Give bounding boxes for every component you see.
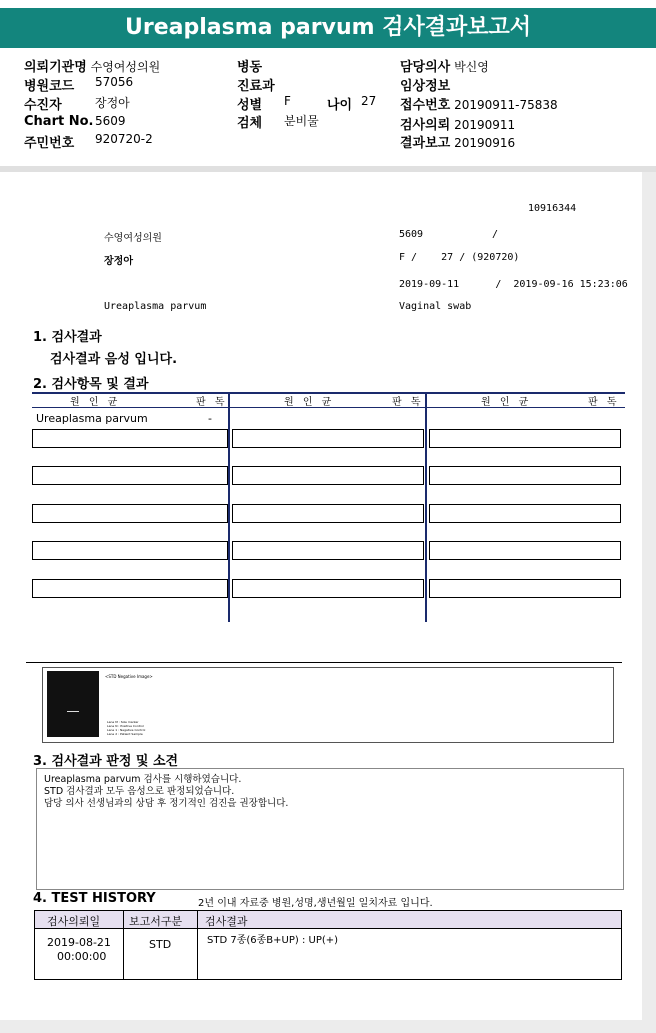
result-cell bbox=[232, 504, 424, 523]
label: 병동 bbox=[237, 60, 263, 75]
history-time: 00:00:00 bbox=[57, 950, 107, 963]
value: 20190911-75838 bbox=[454, 98, 558, 112]
image-separator bbox=[26, 662, 622, 663]
result-cell bbox=[32, 579, 228, 598]
value: 수영여성의원 bbox=[90, 60, 161, 74]
result-cell bbox=[429, 579, 621, 598]
section-1-text: 검사결과 음성 입니다. bbox=[50, 352, 178, 367]
value: 장정아 bbox=[95, 96, 130, 110]
value: 27 bbox=[361, 94, 377, 108]
chart-no-row bbox=[24, 114, 126, 129]
report-hospital: 수영여성의원 bbox=[104, 233, 162, 244]
section-2-title: 2. 검사항목 및 결과 bbox=[33, 377, 149, 392]
result-cell bbox=[32, 429, 228, 448]
gel-band bbox=[67, 711, 79, 712]
opinion-line: 담당 의사 선생님과의 상담 후 정기적인 검진을 권장합니다. bbox=[44, 798, 289, 809]
opinion-line: Ureaplasma parvum 검사를 시행하였습니다. bbox=[44, 774, 242, 785]
value: 박신영 bbox=[454, 60, 489, 74]
section-4-title: 4. TEST HISTORY bbox=[33, 891, 156, 906]
label: 임상정보 bbox=[400, 79, 451, 94]
gel-caption: <STD Negative Image> bbox=[105, 674, 153, 679]
value: 5609 bbox=[95, 114, 126, 128]
col-result: 판 독 bbox=[588, 397, 620, 408]
result-cell bbox=[429, 541, 621, 560]
col-result: 판 독 bbox=[196, 397, 228, 408]
gel-image bbox=[47, 671, 99, 737]
label: 성별 bbox=[237, 98, 263, 113]
section-3-title: 3. 검사결과 판정 및 소견 bbox=[33, 754, 179, 769]
report-specimen: Vaginal swab bbox=[399, 301, 472, 312]
history-table bbox=[34, 910, 622, 980]
value: 57056 bbox=[95, 75, 134, 89]
pathogen-name: Ureaplasma parvum bbox=[36, 412, 148, 425]
report-date-row bbox=[400, 132, 515, 151]
department-row bbox=[237, 75, 275, 94]
result-cell bbox=[32, 466, 228, 485]
hospital-row bbox=[24, 56, 160, 75]
label: 결과보고 bbox=[400, 136, 451, 151]
result-cell bbox=[32, 541, 228, 560]
report-test: Ureaplasma parvum bbox=[104, 301, 207, 312]
header-report-type: 보고서구분 bbox=[129, 915, 183, 928]
col-pathogen: 원 인 균 bbox=[481, 397, 532, 408]
sex-row bbox=[237, 94, 291, 113]
value: F bbox=[284, 94, 291, 108]
pathogen-result: - bbox=[208, 412, 212, 425]
label: 수진자 bbox=[24, 98, 62, 113]
label: 나이 bbox=[327, 98, 353, 113]
label: 주민번호 bbox=[24, 136, 75, 151]
report-name: 장정아 bbox=[104, 256, 133, 267]
col-line bbox=[197, 911, 198, 979]
report-sex-age: F / 27 / (920720) bbox=[399, 252, 520, 263]
value: 920720-2 bbox=[95, 132, 153, 146]
legend-item: Lane 1 : Negative Control bbox=[107, 728, 146, 732]
grid-divider bbox=[228, 392, 230, 622]
doctor-row bbox=[400, 56, 489, 75]
label: 의뢰기관명 bbox=[24, 60, 87, 75]
label: 담당의사 bbox=[400, 60, 451, 75]
label: 검체 bbox=[237, 116, 263, 131]
history-result: STD 7종(6종B+UP) : UP(+) bbox=[207, 935, 339, 946]
gel-legend bbox=[107, 720, 145, 736]
label: 진료과 bbox=[237, 79, 275, 94]
resident-no-row bbox=[24, 132, 153, 151]
receipt-no-row bbox=[400, 94, 558, 113]
label: Chart No. bbox=[24, 114, 94, 129]
col-pathogen: 원 인 균 bbox=[70, 397, 121, 408]
hospital-code-row bbox=[24, 75, 134, 94]
section-1-title: 1. 검사결과 bbox=[33, 330, 102, 345]
value: 20190911 bbox=[454, 118, 516, 132]
col-line bbox=[123, 911, 124, 979]
label: 검사의뢰 bbox=[400, 118, 451, 133]
legend-item: Lane 2 : Patient Sample bbox=[107, 732, 143, 736]
opinion-box bbox=[36, 768, 624, 890]
result-cell bbox=[232, 429, 424, 448]
col-result: 판 독 bbox=[392, 397, 424, 408]
label: 접수번호 bbox=[400, 98, 451, 113]
age-row bbox=[327, 94, 377, 113]
result-cell bbox=[232, 466, 424, 485]
result-cell bbox=[429, 504, 621, 523]
report-code: 10916344 bbox=[528, 203, 577, 214]
legend-item: Lane M : Size marker bbox=[107, 720, 139, 724]
opinion-line: STD 검사결과 모두 음성으로 판정되었습니다. bbox=[44, 786, 235, 797]
col-pathogen: 원 인 균 bbox=[284, 397, 335, 408]
result-cell bbox=[232, 541, 424, 560]
clinical-info-row bbox=[400, 75, 450, 94]
report-chart: 5609 bbox=[399, 229, 424, 240]
grid-divider bbox=[425, 392, 427, 622]
result-grid bbox=[32, 392, 625, 622]
label: 병원코드 bbox=[24, 79, 75, 94]
value: 분비물 bbox=[284, 114, 319, 128]
result-cell bbox=[232, 579, 424, 598]
header-result: 검사결과 bbox=[205, 915, 248, 928]
report-dates: 2019-09-11 / 2019-09-16 15:23:06 bbox=[399, 279, 628, 290]
result-cell bbox=[429, 466, 621, 485]
history-date: 2019-08-21 bbox=[47, 936, 111, 949]
gel-image-panel bbox=[42, 667, 614, 743]
ward-row bbox=[237, 56, 262, 75]
value: 20190916 bbox=[454, 136, 516, 150]
result-cell bbox=[32, 504, 228, 523]
specimen-row bbox=[237, 112, 319, 131]
request-date-row bbox=[400, 114, 515, 133]
result-cell bbox=[429, 429, 621, 448]
legend-item: Lane N : Positive Control bbox=[107, 724, 144, 728]
history-type: STD bbox=[149, 938, 172, 951]
report-slash: / bbox=[492, 229, 499, 240]
patient-info-header bbox=[0, 48, 656, 166]
header-request-date: 검사의뢰일 bbox=[47, 915, 101, 928]
patient-name-row bbox=[24, 94, 130, 113]
report-title: Ureaplasma parvum 검사결과보고서 bbox=[0, 8, 656, 48]
report-paper bbox=[0, 172, 642, 1020]
history-note: 2년 이내 자료중 병원,성명,생년월일 일치자료 입니다. bbox=[198, 898, 433, 909]
